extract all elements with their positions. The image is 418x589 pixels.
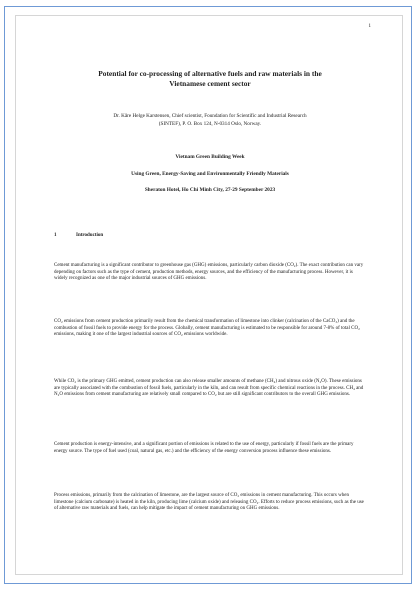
section-number: 1 bbox=[54, 233, 57, 238]
preview-frame bbox=[4, 6, 412, 584]
paragraph-5: Process emissions, primarily from the calcination of limestone, are the largest source of CO₂ emissions in cement manufacturing. This occurs when limestone (calcium carbonate) is heated in the kiln, producing lime (calcium oxide) and releasing CO₂. Efforts to reduce process emissions, such as the use of alternative raw materials and fuels, can help mitigate the impact of cement manufacturing on GHG emissions. bbox=[54, 493, 364, 512]
title-line-1: Potential for co-processing of alternative fuels and raw materials in the bbox=[98, 69, 322, 78]
page-number: 1 bbox=[368, 24, 371, 29]
paragraph-2: CO₂ emissions from cement production primarily result from the chemical transformation of limestone into clinker (calcination of the CaCO₃) and the combustion of fossil fuels to provide energy for the process. Globally, cement manufacturing is estimated to be responsible for around 7-8% of total CO₂ emissions, making it one of the largest industrial sources of CO₂ emissions worldwide. bbox=[54, 319, 360, 338]
author-line-2: (SINTEF), P. O. Box 124, N-0314 Oslo, Norway. bbox=[158, 121, 262, 127]
section-heading bbox=[54, 233, 103, 238]
event-venue-date: Sheraton Hotel, Ho Chi Minh City, 27-29 September 2023 bbox=[144, 187, 276, 193]
document-page bbox=[15, 15, 403, 575]
paragraph-4: Cement production is energy-intensive, and a significant portion of emissions is related to the use of energy, particularly if fossil fuels are the primary energy source. The type of fuel used (coal, natural gas, etc.) and the efficiency of the energy conversion process influence these emissions. bbox=[54, 442, 354, 454]
paragraph-1: Cement manufacturing is a significant contributor to greenhouse gas (GHG) emissions, particularly carbon dioxide (CO₂). The exact contribution can vary depending on factors such as the type of cement, production methods, energy sources, and the efficiency of the manufacturing process. However, it is widely recognized as one of the major industrial sources of GHG emissions. bbox=[54, 263, 364, 282]
author-affiliation bbox=[52, 112, 368, 128]
section-title: Introduction bbox=[76, 233, 104, 238]
paragraph-3: While CO₂ is the primary GHG emitted, cement production can also release smaller amounts of methane (CH₄) and nitrous oxide (N₂O). These emissions are typically associated with the combustion of fossil fuels, particularly in the kiln, and can result from specific chemical reactions in the process. CH₄ and N₂O emissions from cement manufacturing are relatively small compared to CO₂ but are still significant contributors to the overall GHG emissions. bbox=[54, 379, 364, 398]
event-name: Vietnam Green Building Week bbox=[175, 154, 245, 160]
author-line-1: Dr. Kåre Helge Karstensen, Chief scientist, Foundation for Scientific and Industrial Research bbox=[113, 113, 307, 119]
document-title bbox=[52, 69, 368, 89]
title-line-2: Vietnamese cement sector bbox=[169, 79, 251, 88]
event-subtitle: Using Green, Energy-Saving and Environmentally Friendly Materials bbox=[131, 171, 289, 177]
